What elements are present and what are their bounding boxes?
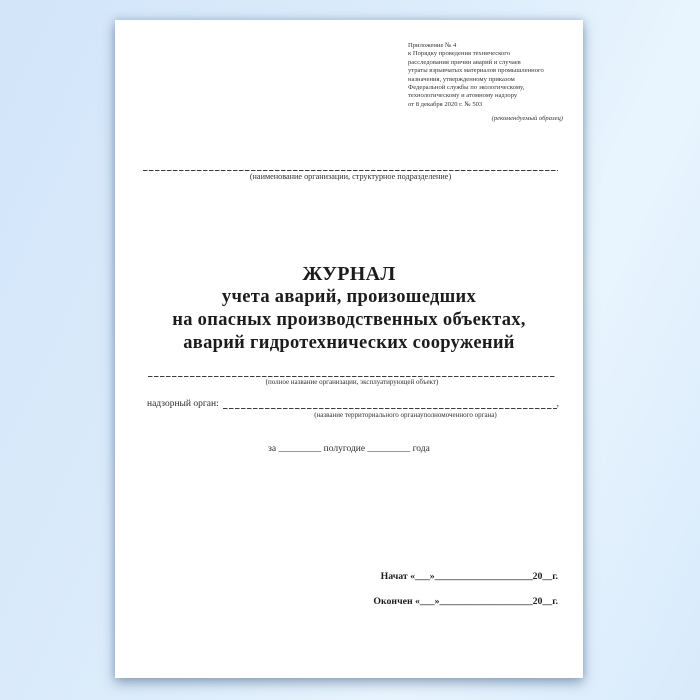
annex-line: расследования причин аварий и случаев (408, 58, 521, 66)
title-line-2: учета аварий, произошедших (221, 287, 477, 307)
operator-name-blank-line (148, 364, 556, 377)
operator-name-field (148, 364, 556, 386)
operator-name-caption: (полное название организации, эксплуатирующей объект) (265, 378, 439, 386)
supervisory-authority-row (147, 397, 559, 409)
annex-line: от 8 декабря 2020 г. № 503 (408, 100, 483, 108)
annex-line: Федеральной службы по экологическому, (408, 84, 525, 92)
organization-name-blank-line (143, 158, 558, 171)
start-date-line: Начат «___»____________________20__г. (380, 571, 558, 582)
recommended-sample-note: (рекомендуемый образец) (491, 115, 563, 122)
journal-cover-sheet (115, 20, 583, 678)
annex-line: к Порядку проведения технического (408, 50, 511, 58)
annex-line: Приложение № 4 (408, 42, 457, 49)
supervisory-authority-label: надзорный орган: (147, 399, 219, 409)
annex-reference-block (408, 42, 576, 109)
title-line-4: аварий гидротехнических сооружений (183, 333, 515, 353)
supervisory-authority-blank-line (223, 397, 557, 409)
supervisory-authority-caption: (название территориального органауполномоченного органа) (314, 410, 497, 419)
organization-name-caption: (наименование организации, структурное подразделение) (249, 172, 452, 181)
title-line-3: на опасных производственных объектах, (172, 310, 526, 330)
journal-title (115, 262, 583, 355)
supervisory-authority-field (147, 397, 559, 419)
title-line-1: ЖУРНАЛ (302, 263, 396, 285)
annex-line: технологическому и атомному надзору (408, 92, 518, 100)
supervisory-authority-suffix: , (556, 399, 559, 409)
annex-line: утраты взрывчатых материалов промышленного (408, 67, 544, 75)
organization-name-field (143, 158, 558, 181)
annex-line: назначения, утвержденному приказом (408, 75, 515, 83)
end-date-line: Окончен «___»___________________20__г. (373, 596, 558, 607)
period-line: за _________ полугодие _________ года (268, 444, 430, 454)
start-end-dates-block (373, 571, 558, 608)
